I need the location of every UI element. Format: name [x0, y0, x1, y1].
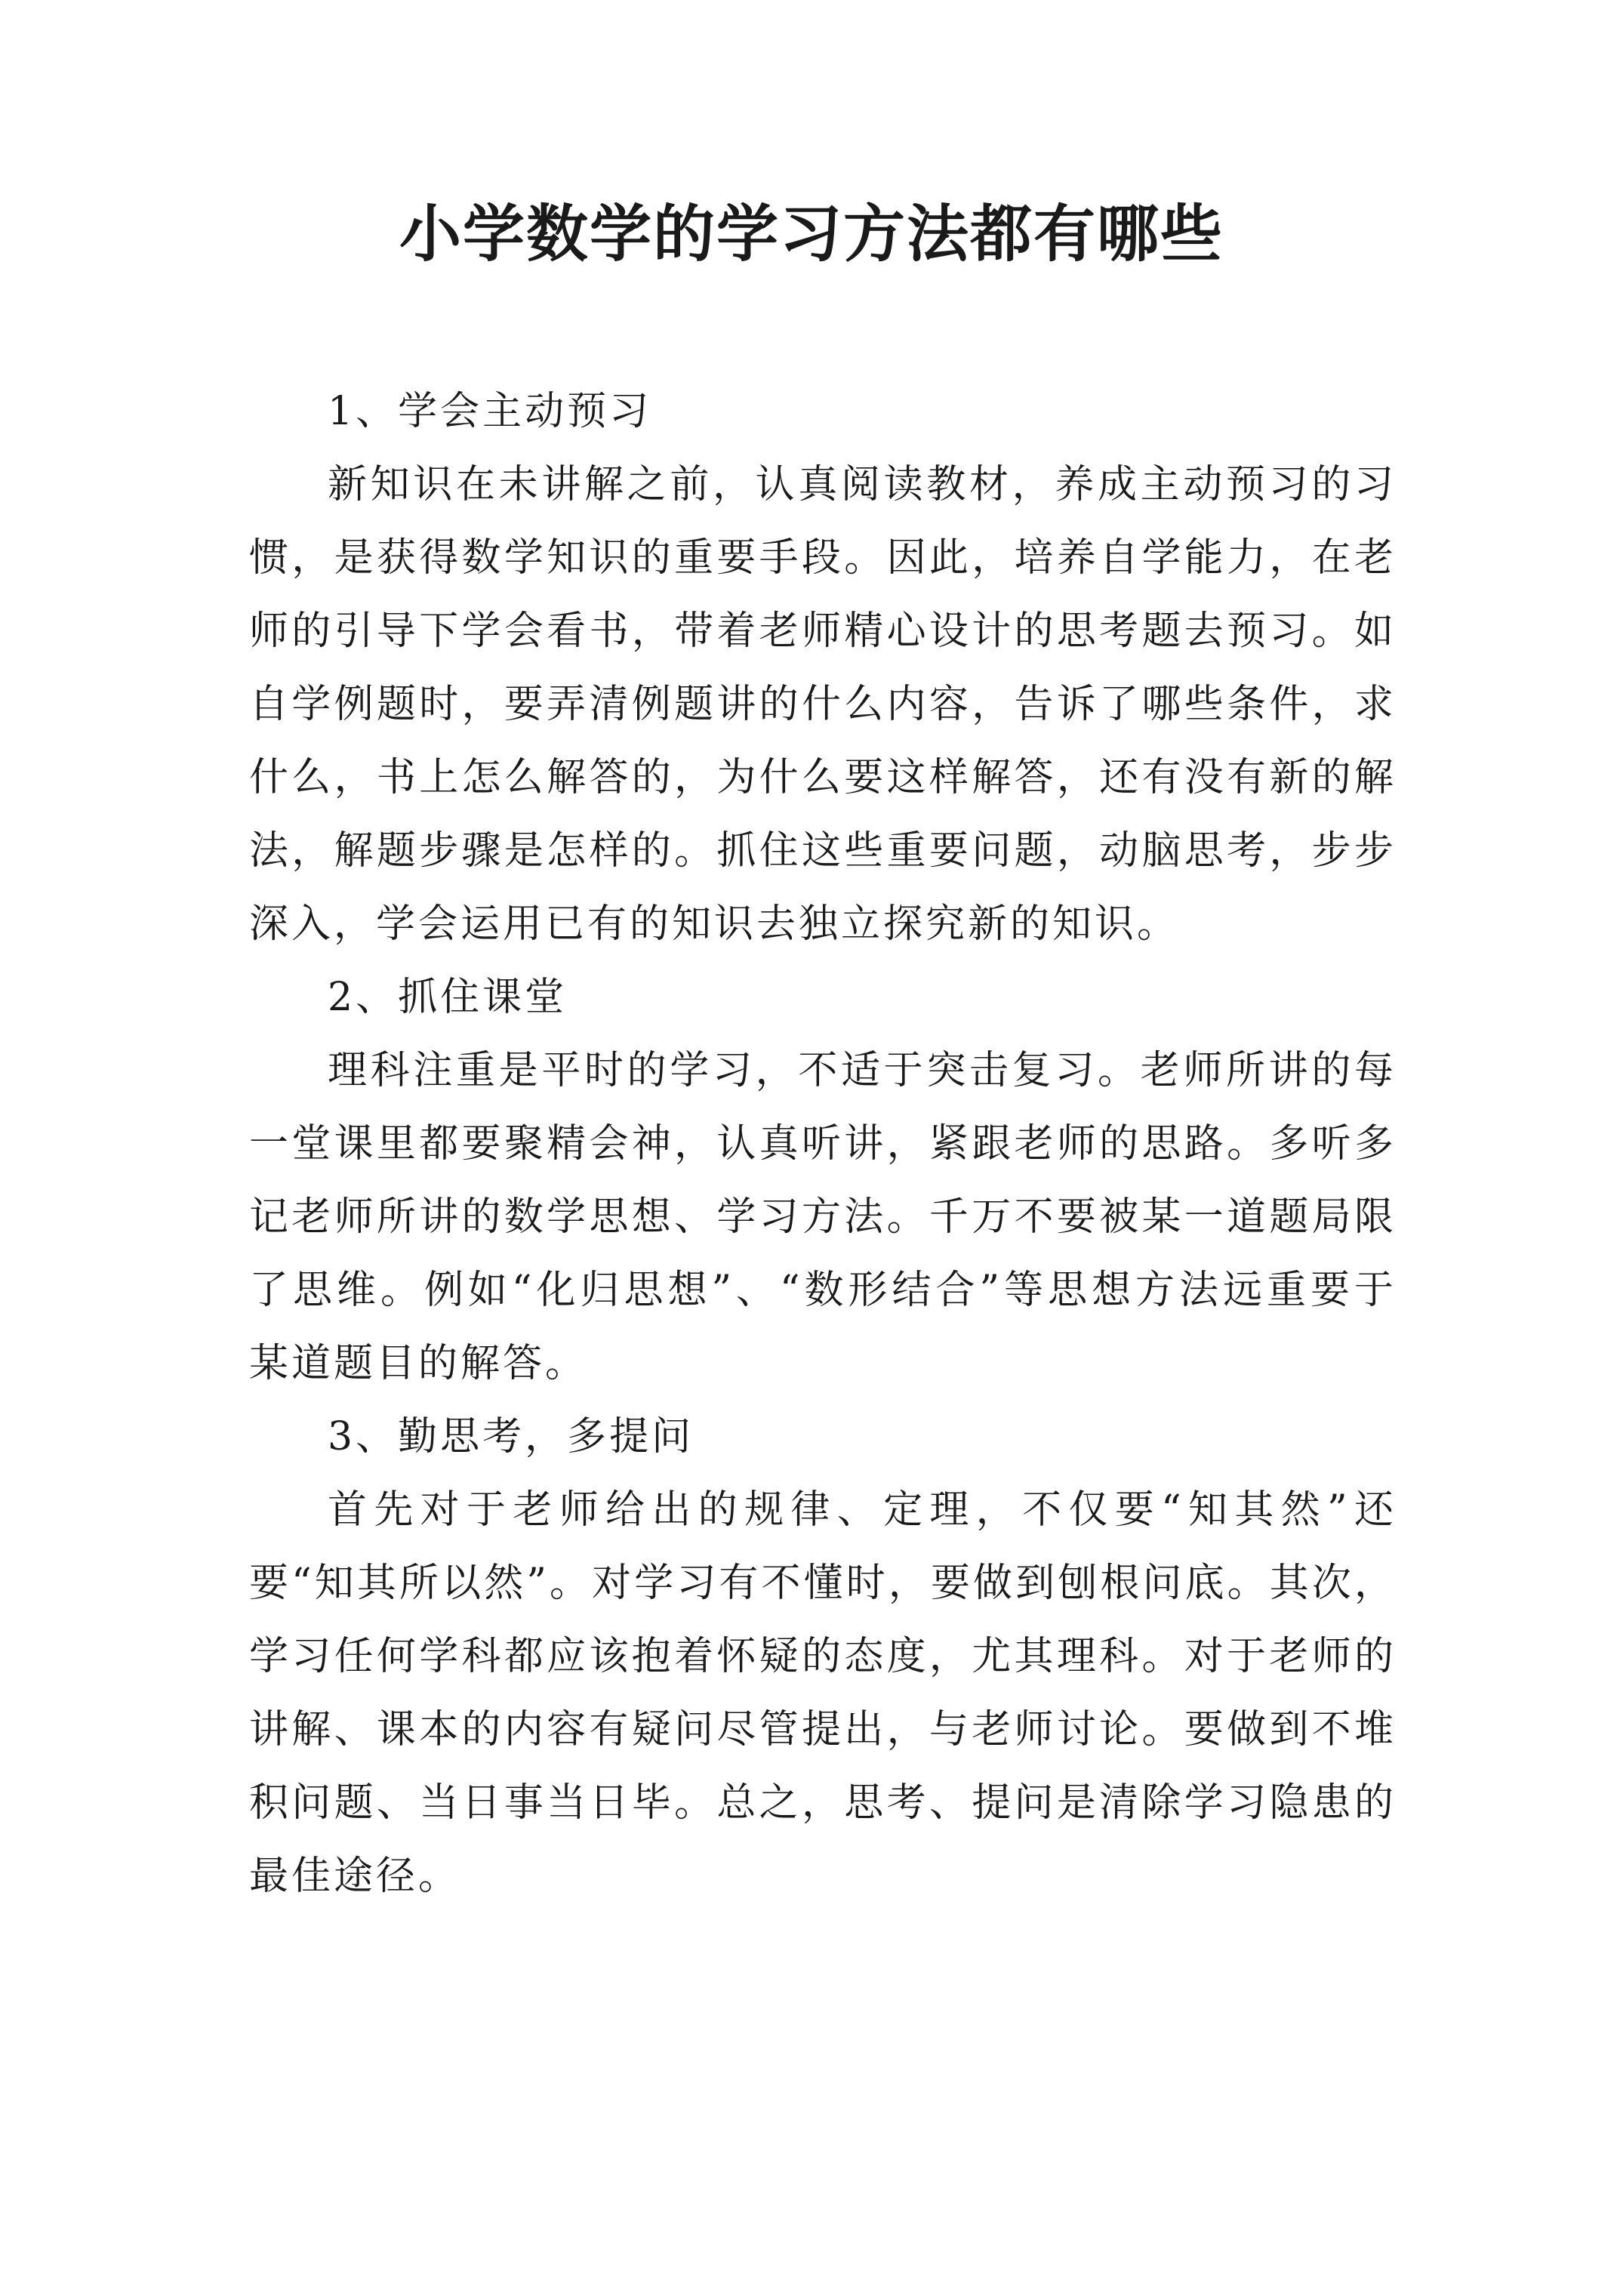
- section-heading-3: 3、勤思考，多提问: [328, 1414, 694, 1459]
- section-heading-1: 1、学会主动预习: [328, 389, 652, 434]
- section-heading-2: 2、抓住课堂: [328, 975, 568, 1020]
- paragraph-classroom: 理科注重是平时的学习，不适于突击复习。老师所讲的每一堂课里都要聚精会神，认真听讲，紧跟老师的思路。多听多记老师所讲的数学思想、学习方法。千万不要被某一道题局限了思维。例如“化归思想”、“数形结合”等思想方法远重要于某道题目的解答。: [249, 1048, 1397, 1386]
- document-body: [249, 375, 1397, 1913]
- paragraph-preview: 新知识在未讲解之前，认真阅读教材，养成主动预习的习惯，是获得数学知识的重要手段。因此，培养自学能力，在老师的引导下学会看书，带着老师精心设计的思考题去预习。如自学例题时，要弄清例题讲的什么内容，告诉了哪些条件，求什么，书上怎么解答的，为什么要这样解答，还有没有新的解法，解题步骤是怎样的。抓住这些重要问题，动脑思考，步步深入，学会运用已有的知识去独立探究新的知识。: [249, 462, 1397, 947]
- paragraph-thinking: 首先对于老师给出的规律、定理，不仅要“知其然”还要“知其所以然”。对学习有不懂时，要做到刨根问底。其次，学习任何学科都应该抱着怀疑的态度，尤其理科。对于老师的讲解、课本的内容有疑问尽管提出，与老师讨论。要做到不堆积问题、当日事当日毕。总之，思考、提问是清除学习隐患的最佳途径。: [249, 1487, 1397, 1899]
- document-title: 小学数学的学习方法都有哪些: [399, 198, 1224, 270]
